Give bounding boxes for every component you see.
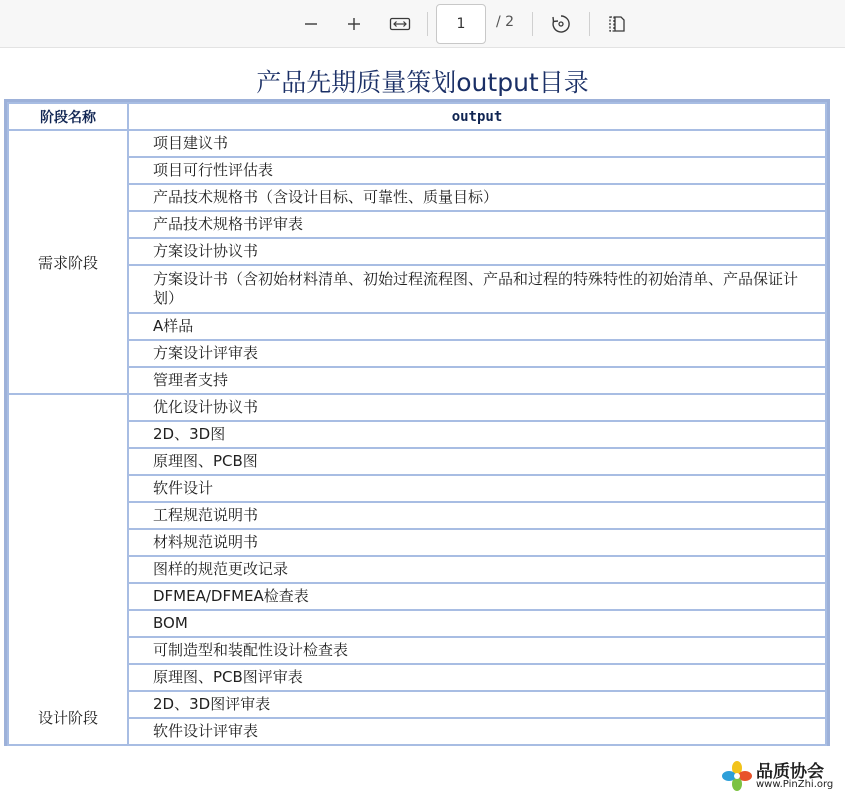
toolbar-divider bbox=[427, 12, 428, 36]
zoom-in-button[interactable] bbox=[338, 8, 370, 40]
table-row bbox=[8, 313, 826, 340]
fit-width-button[interactable] bbox=[384, 8, 416, 40]
rotate-icon bbox=[550, 13, 572, 35]
document-page bbox=[0, 49, 845, 797]
site-watermark bbox=[720, 755, 845, 797]
fit-width-icon bbox=[389, 16, 411, 32]
output-item: 方案设计评审表 bbox=[128, 340, 826, 367]
table-row bbox=[8, 421, 826, 448]
output-item: 产品技术规格书评审表 bbox=[128, 211, 826, 238]
flower-logo-icon bbox=[720, 759, 754, 793]
table-row bbox=[8, 610, 826, 637]
pdf-toolbar bbox=[0, 0, 845, 48]
page-total-label: / 2 bbox=[496, 14, 515, 30]
output-item: 材料规范说明书 bbox=[128, 529, 826, 556]
header-output: output bbox=[128, 103, 826, 130]
output-item: 方案设计协议书 bbox=[128, 238, 826, 265]
output-item: 原理图、PCB图 bbox=[128, 448, 826, 475]
output-item: 管理者支持 bbox=[128, 367, 826, 394]
output-table-container bbox=[4, 99, 830, 746]
toolbar-divider bbox=[589, 12, 590, 36]
zoom-out-button[interactable] bbox=[295, 8, 327, 40]
table-header-row bbox=[8, 103, 826, 130]
output-item: 可制造型和装配性设计检查表 bbox=[128, 637, 826, 664]
table-row bbox=[8, 583, 826, 610]
output-item: 原理图、PCB图评审表 bbox=[128, 664, 826, 691]
output-item: BOM bbox=[128, 610, 826, 637]
table-row bbox=[8, 637, 826, 664]
output-table bbox=[7, 102, 827, 746]
table-row bbox=[8, 502, 826, 529]
stage-cell: 设计阶段 bbox=[8, 394, 128, 745]
output-item: DFMEA/DFMEA检查表 bbox=[128, 583, 826, 610]
output-item: 软件设计 bbox=[128, 475, 826, 502]
table-row bbox=[8, 529, 826, 556]
table-row bbox=[8, 130, 826, 157]
plus-icon bbox=[346, 16, 362, 32]
output-item: 图样的规范更改记录 bbox=[128, 556, 826, 583]
stage-cell: 需求阶段 bbox=[8, 130, 128, 394]
output-item: 优化设计协议书 bbox=[128, 394, 826, 421]
output-item: 产品技术规格书（含设计目标、可靠性、质量目标） bbox=[128, 184, 826, 211]
table-row bbox=[8, 718, 826, 745]
table-row bbox=[8, 664, 826, 691]
document-title: 产品先期质量策划output目录 bbox=[256, 68, 589, 97]
output-item: 项目建议书 bbox=[128, 130, 826, 157]
table-row bbox=[8, 475, 826, 502]
two-page-view-button[interactable] bbox=[600, 8, 632, 40]
output-item: A样品 bbox=[128, 313, 826, 340]
page-number-input[interactable] bbox=[436, 4, 486, 44]
output-item: 方案设计书（含初始材料清单、初始过程流程图、产品和过程的特殊特性的初始清单、产品保证计划） bbox=[128, 265, 826, 313]
watermark-url: www.PinZhi.org bbox=[756, 779, 834, 790]
output-item: 工程规范说明书 bbox=[128, 502, 826, 529]
output-item: 2D、3D图 bbox=[128, 421, 826, 448]
table-row bbox=[8, 394, 826, 421]
rotate-button[interactable] bbox=[545, 8, 577, 40]
table-row bbox=[8, 691, 826, 718]
table-row bbox=[8, 448, 826, 475]
two-page-icon bbox=[605, 15, 627, 33]
output-item: 2D、3D图评审表 bbox=[128, 691, 826, 718]
table-row bbox=[8, 211, 826, 238]
minus-icon bbox=[303, 16, 319, 32]
table-row bbox=[8, 556, 826, 583]
table-row bbox=[8, 157, 826, 184]
output-item: 软件设计评审表 bbox=[128, 718, 826, 745]
header-stage: 阶段名称 bbox=[8, 103, 128, 130]
watermark-name: 品质协会 bbox=[756, 762, 824, 782]
table-row bbox=[8, 184, 826, 211]
table-row bbox=[8, 340, 826, 367]
toolbar-divider bbox=[532, 12, 533, 36]
table-row bbox=[8, 265, 826, 313]
table-row bbox=[8, 238, 826, 265]
table-row bbox=[8, 367, 826, 394]
output-item: 项目可行性评估表 bbox=[128, 157, 826, 184]
